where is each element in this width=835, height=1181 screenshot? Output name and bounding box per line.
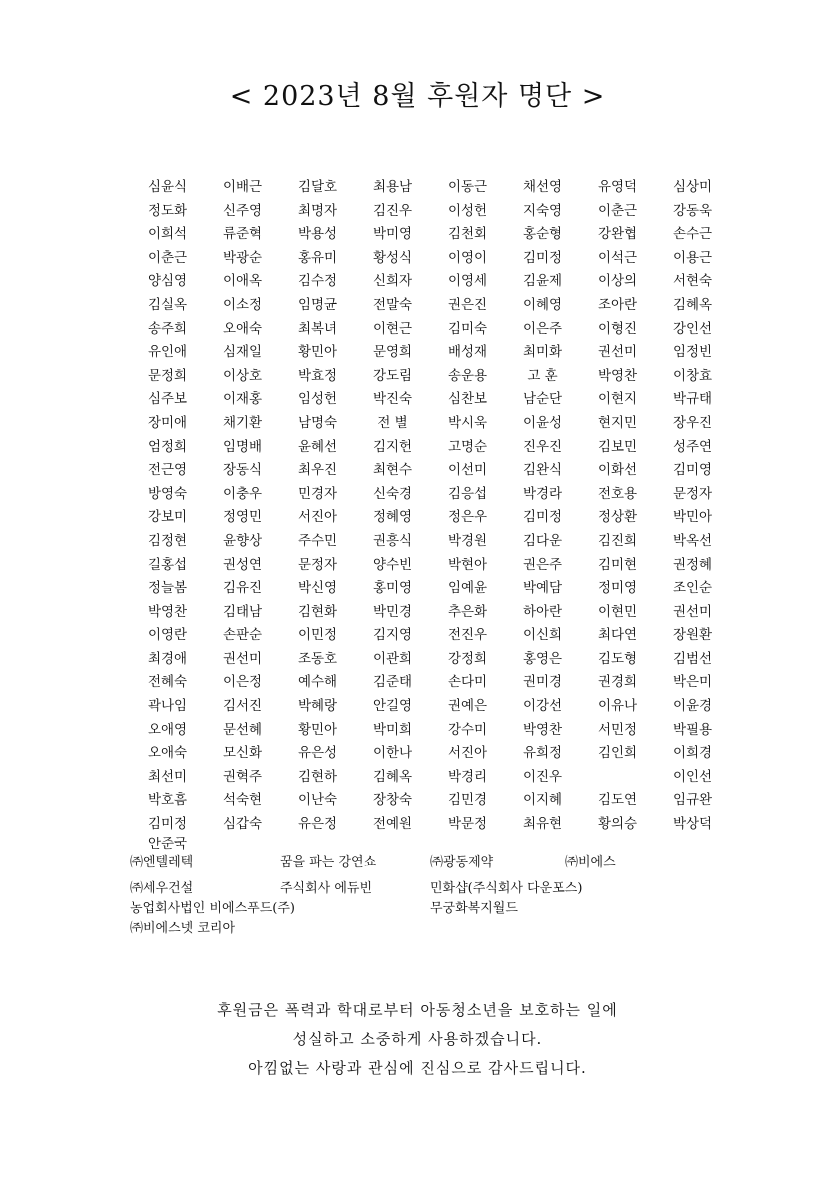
donor-name: 박미희 — [372, 721, 413, 738]
donor-name: 박경라 — [522, 485, 563, 502]
donor-name: 전말숙 — [372, 296, 413, 313]
donor-name: 김보민 — [597, 438, 638, 455]
donor-name: 이춘근 — [597, 202, 638, 219]
donor-name: 이선미 — [447, 462, 488, 479]
donor-name: 박현아 — [447, 556, 488, 573]
donor-name: 심상미 — [672, 179, 713, 195]
donor-name: 강동욱 — [672, 202, 713, 219]
donor-name: 최우진 — [297, 462, 338, 479]
donor-name: 황성식 — [372, 249, 413, 266]
donor-name: 정상환 — [597, 509, 638, 526]
donor-name: 하아란 — [522, 603, 563, 620]
donor-name: 신주영 — [222, 202, 263, 219]
donor-name: 이소정 — [222, 296, 263, 313]
donor-name: 이화선 — [597, 462, 638, 479]
donor-name: 서현숙 — [672, 273, 713, 290]
page-title: < 2023년 8월 후원자 명단 > — [229, 81, 606, 112]
donor-name: 임명균 — [297, 296, 338, 313]
donor-name: 박영찬 — [522, 721, 563, 738]
donor-name: 강보미 — [147, 509, 188, 526]
company-name: ㈜엔텔레텍 — [130, 855, 194, 870]
donor-name: 김윤제 — [522, 273, 563, 290]
donor-name: 황민아 — [297, 721, 338, 738]
donor-name: 이강선 — [522, 698, 563, 715]
donor-name: 현지민 — [597, 414, 638, 431]
donor-name: 정미영 — [597, 580, 638, 597]
donor-name: 이현민 — [597, 603, 638, 620]
donor-name: 권은주 — [522, 556, 563, 573]
donor-name: 장동식 — [222, 462, 263, 479]
donor-name: 박영찬 — [147, 603, 188, 620]
donor-name: 김범선 — [672, 650, 713, 667]
donor-name: 곽나임 — [147, 698, 188, 715]
donor-name: 김태남 — [222, 603, 263, 620]
donor-name: 문영희 — [372, 344, 413, 361]
donor-name: 손판순 — [222, 627, 263, 644]
donor-name: 이영세 — [447, 273, 488, 290]
donor-name: 양수빈 — [372, 556, 413, 573]
donor-name: 이인선 — [672, 768, 713, 785]
donor-name: 이재홍 — [222, 391, 263, 408]
company-name: 농업회사법인 비에스푸드(주) — [130, 901, 295, 916]
donor-name: 최경애 — [147, 650, 188, 667]
donor-name: 김미숙 — [447, 320, 488, 337]
donor-name: 손수근 — [672, 226, 713, 243]
donor-name: 문정자 — [297, 556, 338, 573]
donor-name: 박예담 — [522, 580, 563, 597]
donor-name: 진우진 — [522, 438, 563, 455]
donor-name: 석숙현 — [222, 792, 263, 809]
donor-name: 황의승 — [597, 816, 638, 833]
donor-name: 김도연 — [597, 792, 638, 809]
donor-name: 정도화 — [147, 202, 188, 219]
company-name: ㈜세우건설 — [130, 881, 194, 896]
corporate-donor-list — [130, 853, 730, 939]
donor-name: 김혜옥 — [372, 768, 413, 785]
donor-name: 박영찬 — [597, 367, 638, 384]
thank-you-message — [0, 996, 835, 1083]
donor-name: 이상의 — [597, 273, 638, 290]
donor-name: 권성연 — [222, 556, 263, 573]
donor-name: 박미영 — [372, 226, 413, 243]
donor-name: 이희석 — [147, 226, 188, 243]
donor-name: 김수정 — [297, 273, 338, 290]
donor-name: 이현지 — [597, 391, 638, 408]
donor-name: 김미정 — [522, 249, 563, 266]
donor-name: 박경리 — [447, 768, 488, 785]
donor-name: 박호흠 — [147, 792, 188, 809]
donor-name: 이상호 — [222, 367, 263, 384]
donor-name: 서진아 — [297, 509, 338, 526]
donor-name: 오애숙 — [222, 320, 263, 337]
donor-name: 전호용 — [597, 485, 638, 502]
donor-name: 이현근 — [372, 320, 413, 337]
donor-name: 김천회 — [447, 226, 488, 243]
donor-name: 박진숙 — [372, 391, 413, 408]
donor-name: 문정희 — [147, 367, 188, 384]
donor-name: 김다운 — [522, 532, 563, 549]
donor-name: 고명순 — [447, 438, 488, 455]
donor-name: 이형진 — [597, 320, 638, 337]
donor-name: 전근영 — [147, 462, 188, 479]
donor-name: 김현화 — [297, 603, 338, 620]
donor-name: 전 별 — [377, 414, 408, 431]
donor-name: 김혜옥 — [672, 296, 713, 313]
donor-name: 오애영 — [147, 721, 188, 738]
donor-name: 장미애 — [147, 414, 188, 431]
donor-name: 권흥식 — [372, 532, 413, 549]
donor-name: 김인희 — [597, 745, 638, 762]
donor-name: 이춘근 — [147, 249, 188, 266]
donor-name: 오애숙 — [147, 745, 188, 762]
donor-name: 박광순 — [222, 249, 263, 266]
donor-name: 심재일 — [222, 344, 263, 361]
donor-name: 이창효 — [672, 367, 713, 384]
donor-name: 박필용 — [672, 721, 713, 738]
donor-name: 권미경 — [522, 674, 563, 691]
donor-name: 이희경 — [672, 745, 713, 762]
donor-name: 민경자 — [297, 485, 338, 502]
donor-name: 김유진 — [222, 580, 263, 597]
donor-name: 김미정 — [522, 509, 563, 526]
donor-name: 홍순형 — [522, 226, 563, 243]
donor-name: 권예은 — [447, 698, 488, 715]
donor-name: 이윤성 — [522, 414, 563, 431]
donor-name: 김진우 — [372, 202, 413, 219]
donor-name: 박혜랑 — [297, 698, 338, 715]
donor-name: 윤혜선 — [297, 438, 338, 455]
donor-name: 장원환 — [672, 627, 713, 644]
donor-name: 정늘봄 — [147, 580, 188, 597]
company-name: 무궁화복지월드 — [430, 901, 518, 916]
donor-name: 이애옥 — [222, 273, 263, 290]
donor-name: 최다연 — [597, 627, 638, 644]
donor-name: 이한나 — [372, 745, 413, 762]
company-name: ㈜비에스 — [565, 855, 616, 870]
donor-name: 조동호 — [297, 650, 338, 667]
donor-name: 박신영 — [297, 580, 338, 597]
donor-name: 손다미 — [447, 674, 488, 691]
company-name: 민화샵(주식회사 다운포스) — [430, 881, 583, 896]
donor-name: 강도림 — [372, 367, 413, 384]
donor-name: 권선미 — [597, 344, 638, 361]
donor-name: 강인선 — [672, 320, 713, 337]
donor-name: 박옥선 — [672, 532, 713, 549]
donor-name: 이신희 — [522, 627, 563, 644]
donor-name: 권정혜 — [672, 556, 713, 573]
donor-name: 최현수 — [372, 462, 413, 479]
donor-name: 남순단 — [522, 391, 563, 408]
donor-name: 김달호 — [297, 179, 338, 195]
donor-name: 김미영 — [672, 462, 713, 479]
donor-name: 박용성 — [297, 226, 338, 243]
donor-name: 지숙영 — [522, 202, 563, 219]
donor-name: 장창숙 — [372, 792, 413, 809]
donor-name: 박은미 — [672, 674, 713, 691]
donor-name: 이은정 — [222, 674, 263, 691]
donor-name: 전예원 — [372, 816, 413, 833]
donor-name: 이관희 — [372, 650, 413, 667]
donor-name: 이민정 — [297, 627, 338, 644]
donor-name: 남명숙 — [297, 414, 338, 431]
donor-name: 윤향상 — [222, 532, 263, 549]
donor-name: 박문정 — [447, 816, 488, 833]
donor-name: 신희자 — [372, 273, 413, 290]
donor-name: 정혜영 — [372, 509, 413, 526]
donor-name: 송주희 — [147, 320, 188, 337]
donor-name: 신숙경 — [372, 485, 413, 502]
donor-name: 예수해 — [297, 674, 338, 691]
donor-name: 이유나 — [597, 698, 638, 715]
donor-name: 김정현 — [147, 532, 188, 549]
donor-name: 엄정희 — [147, 438, 188, 455]
donor-name: 안길영 — [372, 698, 413, 715]
donor-name: 성주연 — [672, 438, 713, 455]
donor-name: 임성헌 — [297, 391, 338, 408]
donor-name: 유은정 — [297, 816, 338, 833]
donor-name: 정은우 — [447, 509, 488, 526]
donor-name: 권선미 — [222, 650, 263, 667]
company-name: 꿈을 파는 강연쇼 — [280, 855, 377, 870]
donor-name: 최선미 — [147, 768, 188, 785]
donor-name: 이진우 — [522, 768, 563, 785]
donor-name: 조인순 — [672, 580, 713, 597]
donor-name: 문선혜 — [222, 721, 263, 738]
donor-name: 이은주 — [522, 320, 563, 337]
donor-name: 서민정 — [597, 721, 638, 738]
donor-name: 이동근 — [447, 179, 488, 195]
donor-name: 길홍섭 — [147, 556, 188, 573]
donor-name: 이영란 — [147, 627, 188, 644]
donor-name: 이성헌 — [447, 202, 488, 219]
donor-name: 심갑숙 — [222, 816, 263, 833]
donor-name: 장우진 — [672, 414, 713, 431]
donor-name: 홍유미 — [297, 249, 338, 266]
donor-name: 박경원 — [447, 532, 488, 549]
donor-name: 강완협 — [597, 226, 638, 243]
donor-name: 전진우 — [447, 627, 488, 644]
donor-name: 채기환 — [222, 414, 263, 431]
donor-name: 홍미영 — [372, 580, 413, 597]
donor-name: 전혜숙 — [147, 674, 188, 691]
donor-name: 조아란 — [597, 296, 638, 313]
donor-name: 최복녀 — [297, 320, 338, 337]
donor-name: 유은성 — [297, 745, 338, 762]
donor-name: 이난숙 — [297, 792, 338, 809]
donor-name: 강수미 — [447, 721, 488, 738]
donor-name: 박상덕 — [672, 816, 713, 833]
donor-name: 김지영 — [372, 627, 413, 644]
donor-name: 모신화 — [222, 745, 263, 762]
donor-name: 이혜영 — [522, 296, 563, 313]
donor-name: 심주보 — [147, 391, 188, 408]
donor-name: 서진아 — [447, 745, 488, 762]
donor-name: 황민아 — [297, 344, 338, 361]
donor-name: 김서진 — [222, 698, 263, 715]
donor-name: 김진희 — [597, 532, 638, 549]
company-row — [130, 853, 730, 873]
donor-name: 권경희 — [597, 674, 638, 691]
donor-name: 주수민 — [297, 532, 338, 549]
donor-name: 문정자 — [672, 485, 713, 502]
donor-name: 방영숙 — [147, 485, 188, 502]
donor-name: 김응섭 — [447, 485, 488, 502]
donor-name: 유인애 — [147, 344, 188, 361]
donor-name: 권은진 — [447, 296, 488, 313]
donor-name: 김실옥 — [147, 296, 188, 313]
donor-name: 이영이 — [447, 249, 488, 266]
donor-name: 이배근 — [222, 179, 263, 195]
donor-name: 김미정 — [147, 816, 188, 833]
donor-name-list — [130, 176, 720, 860]
donor-name: 홍영은 — [522, 650, 563, 667]
donor-name: 이지혜 — [522, 792, 563, 809]
donor-name: 고 훈 — [527, 367, 558, 384]
donor-name: 김미현 — [597, 556, 638, 573]
donor-name: 최명자 — [297, 202, 338, 219]
donor-name: 김도형 — [597, 650, 638, 667]
donor-name: 배성재 — [447, 344, 488, 361]
donor-name: 채선영 — [522, 179, 563, 195]
donor-name: 김지헌 — [372, 438, 413, 455]
donor-name: 류준혁 — [222, 226, 263, 243]
company-name: 주식회사 에듀빈 — [280, 881, 373, 896]
donor-name: 이석근 — [597, 249, 638, 266]
company-name: ㈜비에스넷 코리아 — [130, 921, 236, 936]
donor-name: 박민아 — [672, 509, 713, 526]
donor-name: 심찬보 — [447, 391, 488, 408]
donor-name: 권선미 — [672, 603, 713, 620]
donor-name — [580, 766, 655, 790]
donor-name: 최용남 — [372, 179, 413, 195]
donor-name: 최미화 — [522, 344, 563, 361]
donor-name: 유희정 — [522, 745, 563, 762]
donor-name: 박민경 — [372, 603, 413, 620]
company-row — [130, 919, 730, 939]
message-line: 성실하고 소중하게 사용하겠습니다. — [292, 1030, 543, 1048]
donor-name: 강정희 — [447, 650, 488, 667]
donor-name: 안준국 — [147, 836, 188, 851]
donor-name: 박시욱 — [447, 414, 488, 431]
company-row — [130, 899, 730, 919]
donor-name: 이충우 — [222, 485, 263, 502]
donor-name: 최유현 — [522, 816, 563, 833]
donor-name: 권혁주 — [222, 768, 263, 785]
donor-name: 김현하 — [297, 768, 338, 785]
donor-name: 유영덕 — [597, 179, 638, 195]
donor-name: 김준태 — [372, 674, 413, 691]
donor-name: 이용근 — [672, 249, 713, 266]
message-line: 후원금은 폭력과 학대로부터 아동청소년을 보호하는 일에 — [217, 1001, 618, 1019]
message-line: 아낌없는 사랑과 관심에 진심으로 감사드립니다. — [248, 1059, 587, 1077]
donor-name: 김완식 — [522, 462, 563, 479]
donor-name: 송운용 — [447, 367, 488, 384]
company-row — [130, 879, 730, 899]
company-name: ㈜광동제약 — [430, 855, 494, 870]
donor-name: 임예윤 — [447, 580, 488, 597]
donor-name: 임정빈 — [672, 344, 713, 361]
donor-name: 이윤경 — [672, 698, 713, 715]
donor-name: 정영민 — [222, 509, 263, 526]
donor-name: 심윤식 — [147, 179, 188, 195]
donor-name: 양심영 — [147, 273, 188, 290]
donor-name: 박효정 — [297, 367, 338, 384]
donor-name: 김민경 — [447, 792, 488, 809]
donor-name: 추은화 — [447, 603, 488, 620]
donor-name: 임명배 — [222, 438, 263, 455]
donor-name: 임규완 — [672, 792, 713, 809]
donor-name: 박규태 — [672, 391, 713, 408]
